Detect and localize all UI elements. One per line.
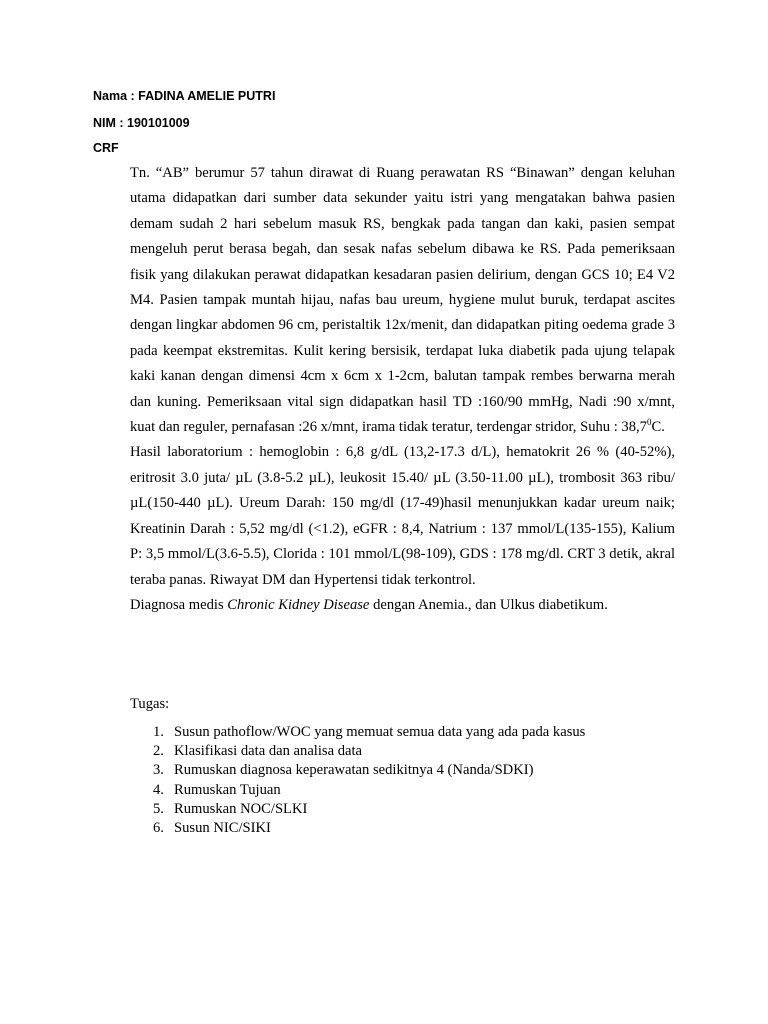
medical-diagnosis [130,593,675,618]
task-item [153,742,585,761]
case-description [130,161,675,618]
task-text: Rumuskan Tujuan [174,781,281,798]
temperature-unit: C. [651,419,665,436]
student-name: Nama : FADINA AMELIE PUTRI [93,89,276,103]
task-item [153,819,585,838]
medical-diagnosis-disease: Chronic Kidney Disease [227,596,370,613]
task-number: 4. [153,781,164,798]
case-paragraph-history-text: Tn. “AB” berumur 57 tahun dirawat di Ruang perawatan RS “Binawan” dengan keluhan utama didapatkan dari sumber data sekunder yaitu istri yang mengatakan bahwa pasien demam sudah 2 hari sebelum masuk RS, bengkak pada tangan dan kaki, pasien sempat mengeluh perut berasa begah, dan sesak nafas sebelum dibawa ke RS. Pada pemeriksaan fisik yang dilakukan perawat didapatkan kesadaran pasien delirium, dengan GCS 10; E4 V2 M4. Pasien tampak muntah hijau, nafas bau ureum, hygiene mulut buruk, terdapat ascites dengan lingkar abdomen 96 cm, peristaltik 12x/menit, dan didapatkan piting oedema grade 3 pada keempat ekstremitas. Kulit kering bersisik, terdapat luka diabetik pada ujung telapak kaki kanan dengan dimensi 4cm x 6cm x 1-2cm, balutan tampak rembes berwarna merah dan kuning. Pemeriksaan vital sign didapatkan hasil TD :160/90 mmHg, Nadi :90 x/mnt, kuat dan reguler, pernafasan :26 x/mnt, irama tidak teratur, terdengar stridor, Suhu : 38,7 [130,165,675,436]
task-text: Rumuskan NOC/SLKI [174,800,308,817]
tasks-heading: Tugas: [130,696,170,712]
task-number: 5. [153,800,164,817]
case-paragraph-lab-results: Hasil laboratorium : hemoglobin : 6,8 g/dL (13,2-17.3 d/L), hematokrit 26 % (40-52%), eritrosit 3.0 juta/ µL (3.8-5.2 µL), leukosit 15.40/ µL (3.50-11.00 µL), trombosit 363 ribu/ µL(150-440 µL). Ureum Darah: 150 mg/dl (17-49)hasil menunjukkan kadar ureum naik; Kreatinin Darah : 5,52 mg/dl (<1.2), eGFR : 8,4, Natrium : 137 mmol/L(135-155), Kalium P: 3,5 mmol/L(3.6-5.5), Clorida : 101 mmol/L(98-109), GDS : 178 mg/dl. CRT 3 detik, akral teraba panas. Riwayat DM dan Hypertensi tidak terkontrol. [130,444,675,588]
temperature-degree-superscript: 0 [646,417,652,428]
case-code: CRF [93,141,119,155]
student-nim: NIM : 190101009 [93,116,190,130]
medical-diagnosis-suffix: dengan Anemia., dan Ulkus diabetikum. [369,596,608,613]
task-number: 6. [153,819,164,836]
task-text: Susun NIC/SIKI [174,819,271,836]
case-paragraph-history [130,161,675,440]
task-text: Susun pathoflow/WOC yang memuat semua data yang ada pada kasus [174,724,586,740]
task-number: 3. [153,762,164,779]
task-text: Klasifikasi data dan analisa data [174,743,363,760]
task-number: 1. [153,724,164,740]
task-item [153,723,585,742]
task-list [153,723,585,838]
task-item [153,800,585,819]
task-item [153,761,585,780]
task-item [153,781,585,800]
task-text: Rumuskan diagnosa keperawatan sedikitnya 4 (Nanda/SDKI) [174,762,534,779]
task-number: 2. [153,743,164,760]
medical-diagnosis-prefix: Diagnosa medis [130,596,228,613]
